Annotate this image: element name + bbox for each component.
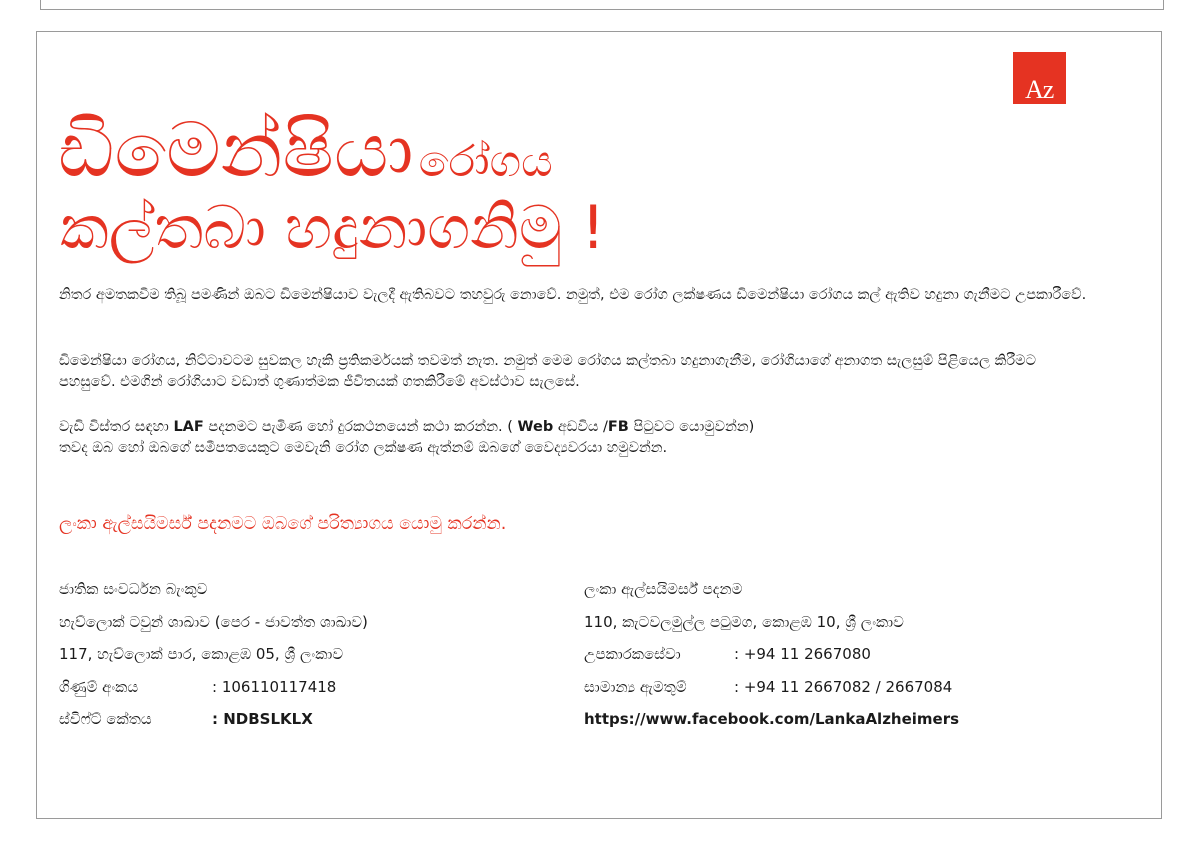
headline-dementia: ඩිමෙන්ෂියා xyxy=(58,105,414,194)
paragraph-contact: වැඩි විස්තර සඳහා LAF පදනමට පැමිණ හෝ දුරකථනයෙන් කථා කරන්න. ( Web අඩවිය /FB පිටුවට යොමුවන්න) තවද ඔබ හෝ ඔබගේ සමීපතයෙකුට මෙවැනි රෝග ලක්ෂණ ඇත්නම් ඔබගේ වෛද්‍යවරයා හමුවන්න. xyxy=(59,419,755,456)
general-calls-number: : +94 11 2667082 / 2667084 xyxy=(734,677,953,696)
headline-line-1 xyxy=(58,105,553,194)
bank-branch: හැව්ලොක් ටවුන් ශාඛාව (පෙර - ජාවත්ත ශාඛාව) xyxy=(59,612,368,631)
swift-code: : NDBSLKLX xyxy=(212,710,313,728)
helpline-number: : +94 11 2667080 xyxy=(734,645,871,663)
account-label: ගිණුම් අංකය xyxy=(59,677,139,696)
web-label: Web xyxy=(517,419,554,435)
bank-name: ජාතික සංවර්ධන බැංකුව xyxy=(59,580,208,598)
top-frame-border xyxy=(40,0,1164,10)
paragraph-treatment: ඩිමෙන්ෂියා රෝගය, නිට්ටාවටම සුවකල හැකි ප්‍රතිකර්මයක් තවමත් නැත. නමුත් මෙම රෝගය කල්තබා හදුනාගැනීම, රෝගියාගේ අනාගත සැලසුම් පිළියෙල කිරීමට පහසුවේ. එමගින් රෝගියාට වඩාත් ගුණාත්මක ජීවිතයක් ගතකිරීමේ අවස්ථාව සැලසේ. xyxy=(59,353,1037,390)
bank-details xyxy=(59,573,529,736)
donation-appeal: ලංකා ඇල්සයිමර්ස් පදනමට ඔබගේ පරිත්‍යාගය යොමු කරන්න. xyxy=(59,514,507,534)
foundation-name: ලංකා ඇල්සයිමර්ස් පදනම xyxy=(584,580,743,598)
az-logo xyxy=(1013,52,1066,104)
fb-label: FB xyxy=(607,419,629,435)
swift-label: ස්විෆ්ට් කේතය xyxy=(59,710,152,728)
foundation-address: 110, කැටවලමුල්ල පටුමග, කොළඹ 10, ශ්‍රී ලංකාව xyxy=(584,612,904,631)
bank-address: 117, හැව්ලොක් පාර, කොළඹ 05, ශ්‍රී ලංකාව xyxy=(59,645,344,663)
laf-abbrev: LAF xyxy=(173,419,204,435)
paragraph-doctor: තවද ඔබ හෝ ඔබගේ සමීපතයෙකුට මෙවැනි රෝග ලක්ෂණ ඇත්නම් ඔබගේ වෛද්‍යවරයා හමුවන්න. xyxy=(59,440,668,456)
general-calls-label: සාමාන්‍ය ඇමතුම් xyxy=(584,677,687,696)
headline-line-2: කල්තබා හදුනාගනිමු ! xyxy=(60,193,606,263)
paragraph-forgetfulness: නිතර අමතකවීම තිබූ පමණින් ඔබට ඩිමෙන්ෂියාව වැලදී ඇතිබවට තහවුරු නොවේ. නමුත්, එම රෝග ලක්ෂණය ඩිමෙන්ෂියා රෝගය කල් ඇතිව හදුනා ගැනීමට උපකාරීවේ. xyxy=(59,287,1087,303)
headline-disease: රෝගය xyxy=(418,136,553,187)
helpline-label: උපකාරකසේවා xyxy=(584,645,681,663)
facebook-link[interactable]: https://www.facebook.com/LankaAlzheimers xyxy=(584,710,960,728)
foundation-details xyxy=(584,573,1064,736)
logo-text: Az xyxy=(1025,75,1054,104)
account-number: : 106110117418 xyxy=(212,677,337,696)
